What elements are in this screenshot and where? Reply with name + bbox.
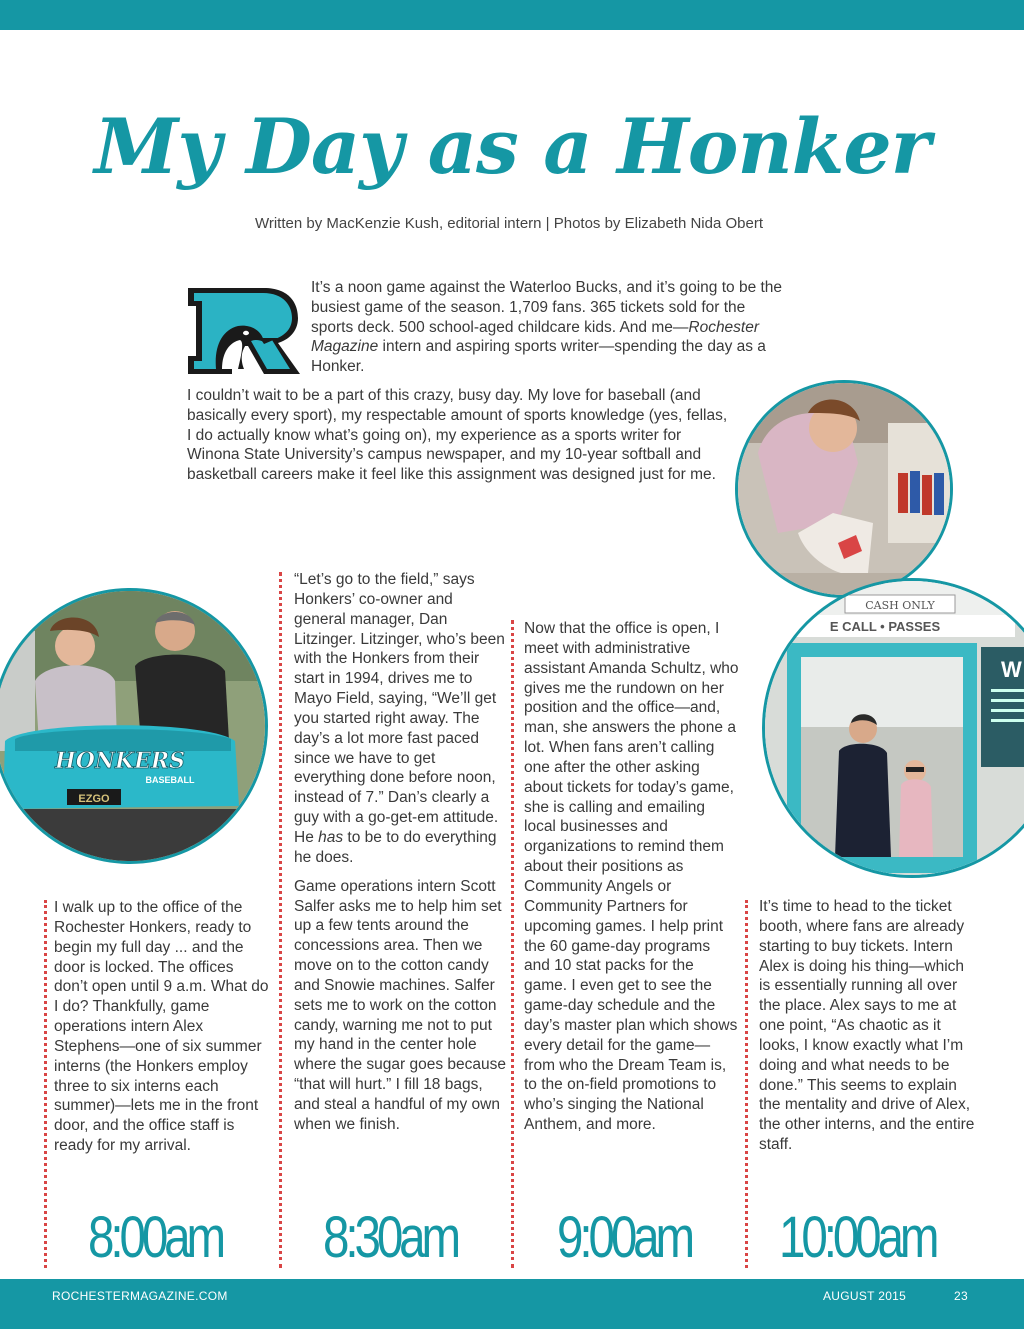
column-1-paragraph: I walk up to the office of the Rochester Honkers, ready to begin my full day ... and the door is locked. The offices don’t open until 9 a.m. What do I do? Thankfully, game operations intern Alex Stephens—one of six summer interns (the Honkers employ three to six interns each summer)—lets me in the front door, and the office staff is ready for my arrival. — [54, 899, 269, 1155]
column-3-paragraph: Now that the office is open, I meet with administrative assistant Amanda Schultz, who gives me the rundown on her position and the office—and, man, she answers the phone a lot. When fans aren’t calling one after the other asking about tickets for today’s game, she is calling and emailing local businesses and organizations to remind them about their positions as Community Angels or Community Partners for upcoming games. I help print the 60 game-day programs and 10 stat packs for the game. I even get to see the game-day schedule and the day’s master plan which shows every detail for the game—from who the Dream Team is, to the on-field promotions to who’s singing the National Anthem, and more. — [524, 620, 739, 1134]
sign-will-call: E CALL • PASSES — [829, 619, 941, 634]
column-3-dotted-divider — [511, 620, 514, 1268]
time-label-1: 8:00am — [88, 1205, 223, 1270]
byline: Written by MacKenzie Kush, editorial intern | Photos by Elizabeth Nida Obert — [254, 215, 764, 232]
time-label-4: 10:00am — [779, 1205, 936, 1270]
intro-paragraph-2: I couldn’t wait to be a part of this crazy, busy day. My love for baseball (and basically every sport), my respectable amount of sports knowledge (yes, fellas, I do actually know what’s going on), my experience as a sports writer for Winona State University’s campus newspaper, and my 10-year softball and basketball careers make it feel like this assignment was designed just for me. — [187, 387, 728, 484]
intro-paragraph-1: It’s a noon game against the Waterloo Bucks, and it’s going to be the busiest game of the season. 1,709 fans. 365 tickets sold for the sports deck. 500 school-aged childcare kids. And me—Rochester Magazine intern and aspiring sports writer—spending the day as a Honker. — [311, 279, 783, 376]
bottom-color-bar — [0, 1279, 1024, 1329]
column-3-text — [524, 619, 740, 1144]
column-4-dotted-divider — [745, 900, 748, 1268]
column-2-text — [294, 570, 506, 1144]
cart-sub-text: BASEBALL — [145, 775, 195, 785]
article-title: My Day as a Honker — [94, 102, 930, 191]
photo-ticket-window — [762, 578, 1024, 878]
time-label-2: 8:30am — [323, 1205, 458, 1270]
footer-issue-date: AUGUST 2015 — [823, 1289, 907, 1303]
footer-page-number: 23 — [954, 1289, 968, 1303]
top-color-bar — [0, 0, 1024, 30]
cart-badge-text: EZGO — [78, 793, 110, 805]
column-1-dotted-divider — [44, 900, 47, 1268]
time-label-3: 9:00am — [557, 1205, 692, 1270]
column-2-paragraph-1: “Let’s go to the field,” says Honkers’ co-owner and general manager, Dan Litzinger. Litzinger, who’s been with the Honkers from their start in 1994, drives me to Mayo Field, saying, “We’ll get you started right away. The day’s a lot more fast paced since we have to get everything done before noon, instead of 7.” Dan’s clearly a guy with a go-get-em attitude. He has to be to do everything he does. — [294, 571, 505, 866]
photo-concessions — [735, 380, 953, 598]
column-4-text — [759, 897, 975, 1164]
cart-brand-text: HONKERS — [54, 748, 186, 774]
column-1-text — [54, 898, 270, 1165]
column-4-paragraph: It’s time to head to the ticket booth, where fans are already starting to buy tickets. Intern Alex is doing his thing—which is essentially running all over the place. Alex says to me at one point, “As chaotic as it looks, I know exactly what I’m doing and what needs to be done.” This seems to explain the mentality and drive of Alex, the other interns, and the entire staff. — [759, 898, 975, 1154]
column-2-paragraph-2: Game operations intern Scott Salfer asks me to help him set up a few tents around the concessions area. Then we move on to the cotton candy and Snowie machines. Salfer sets me to work on the cotton candy, warning me not to put my hand in the center hole where the sugar goes because “that will hurt.” I fill 18 bags, and steal a handful of my own when we finish. — [294, 877, 506, 1133]
footer-website: ROCHESTERMAGAZINE.COM — [52, 1289, 228, 1303]
photo-golf-cart — [0, 588, 268, 864]
column-2-dotted-divider — [279, 572, 282, 1268]
sign-cash-only: CASH ONLY — [865, 599, 935, 612]
sign-side-letter: W — [1001, 657, 1022, 682]
honkers-r-logo-icon — [186, 286, 302, 376]
